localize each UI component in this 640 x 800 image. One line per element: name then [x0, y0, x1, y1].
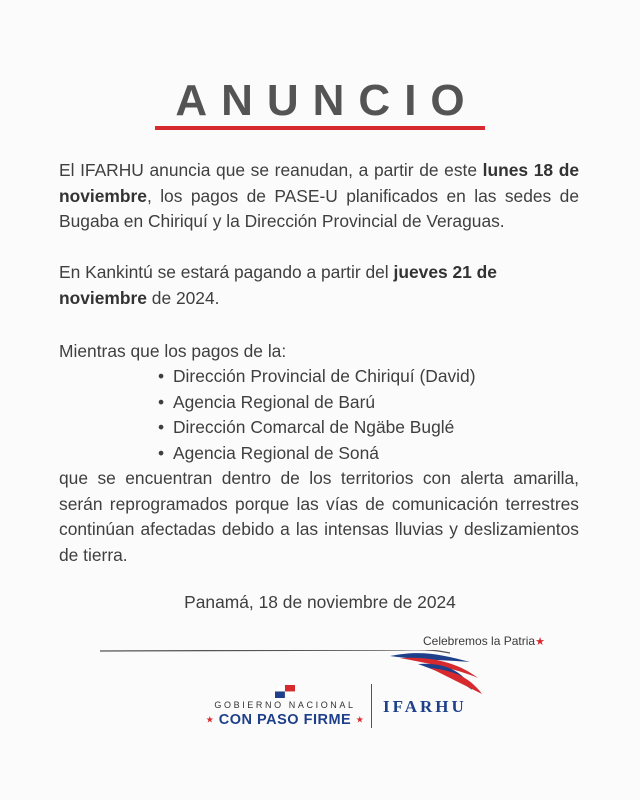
p1-date-highlight: lunes 18 de noviembre [59, 160, 579, 206]
title-underline [155, 126, 485, 130]
star-icon: ★ [205, 714, 215, 725]
con-paso-firme [205, 712, 365, 728]
star-icon: ★ [355, 714, 365, 725]
paragraph-kankintu [59, 260, 579, 311]
p2-date-highlight: jueves 21 de noviembre [59, 262, 497, 308]
list-item: • Dirección Provincial de Chiriquí (David) [158, 364, 476, 390]
page-title: ANUNCIO [175, 76, 479, 125]
slogan-text: Celebremos la Patria [423, 634, 536, 648]
gobierno-logo [205, 686, 365, 728]
gobierno-nacional-text: GOBIERNO NACIONAL [214, 700, 356, 710]
paragraph-intro-list: Mientras que los pagos de la: [59, 341, 287, 361]
p1-text-pre: El IFARHU anuncia que se reanudan, a partir de este [59, 160, 483, 180]
p1-text-post: , los pagos de PASE-U planificados en las sedes de Bugaba en Chiriquí y la Dirección Provincial de Veraguas. [59, 185, 579, 231]
p2-text-post: de 2024. [146, 287, 220, 308]
date-line: Panamá, 18 de noviembre de 2024 [184, 592, 456, 612]
star-icon: ★ [535, 636, 545, 648]
panama-flag-icon [275, 685, 295, 698]
offices-list [158, 364, 476, 466]
logo-divider [371, 684, 372, 728]
list-item: • Dirección Comarcal de Ngäbe Buglé [158, 415, 476, 441]
slogan [423, 634, 545, 648]
p2-text-pre: En Kankintú se estará pagando a partir del [59, 262, 394, 282]
list-item: • Agencia Regional de Soná [158, 441, 476, 467]
ifarhu-logo: IFARHU [383, 697, 467, 716]
list-item: • Agencia Regional de Barú [158, 390, 476, 416]
con-paso-firme-text: CON PASO FIRME [218, 712, 352, 728]
paragraph-reprogramming: que se encuentran dentro de los territorios con alerta amarilla, serán reprogramados porque las vías de comunicación terrestres continúan afectadas debido a las intensas lluvias y deslizamientos de tierra. [59, 468, 579, 565]
paragraph-resume-payments [59, 158, 579, 235]
